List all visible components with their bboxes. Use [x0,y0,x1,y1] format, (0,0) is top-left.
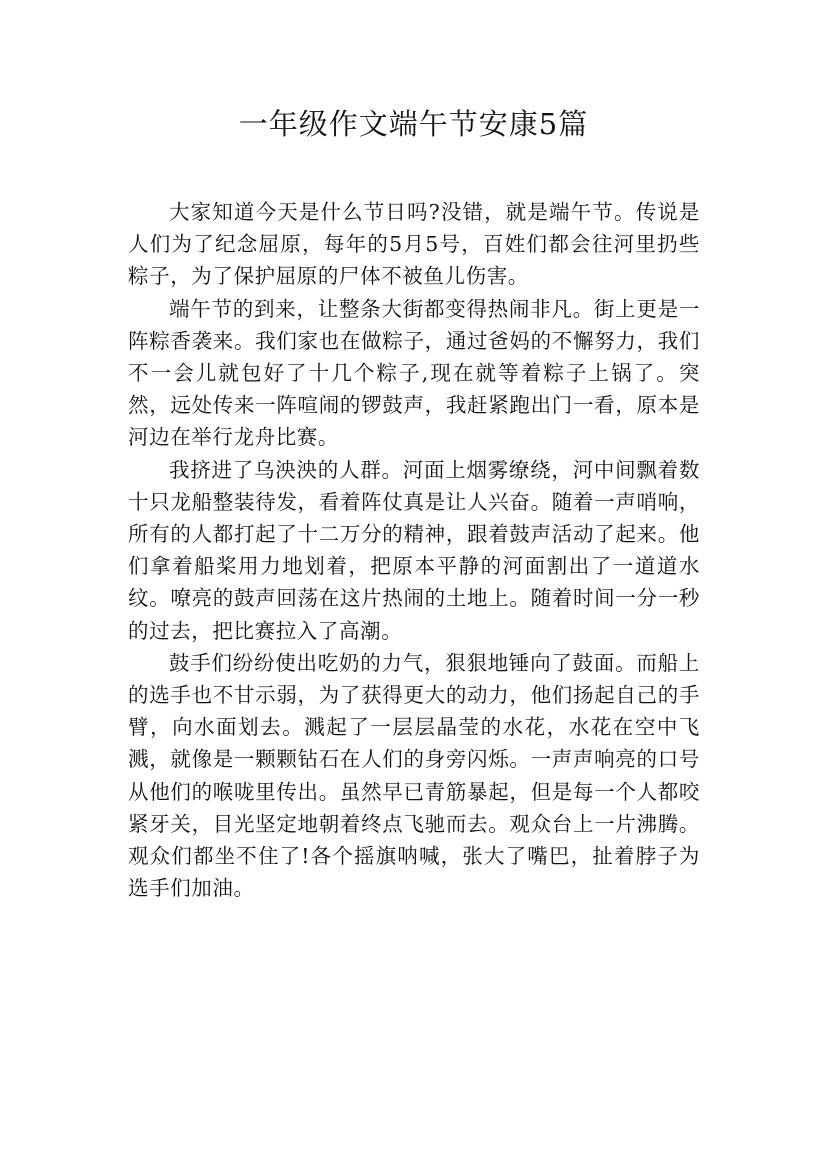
paragraph-3: 我挤进了乌泱泱的人群。河面上烟雾缭绕，河中间飘着数十只龙船整装待发，看着阵仗真是让人兴奋。随着一声哨响，所有的人都打起了十二万分的精神，跟着鼓声活动了起来。他们拿着船桨用力地划着，把原本平静的河面割出了一道道水纹。嘹亮的鼓声回荡在这片热闹的土地上。随着时间一分一秒的过去，把比赛拉入了高潮。 [128,457,700,643]
paragraph-2: 端午节的到来，让整条大街都变得热闹非凡。街上更是一阵粽香袭来。我们家也在做粽子，通过爸妈的不懈努力，我们不一会儿就包好了十几个粽子,现在就等着粽子上锅了。突然，远处传来一阵喧闹的锣鼓声，我赶紧跑出门一看，原本是河边在举行龙舟比赛。 [128,296,700,450]
document-title: 一年级作文端午节安康5篇 [238,107,589,141]
paragraph-1: 大家知道今天是什么节日吗?没错，就是端午节。传说是人们为了纪念屈原，每年的5月5号，百姓们都会往河里扔些粽子，为了保护屈原的尸体不被鱼儿伤害。 [128,200,700,289]
paragraph-4: 鼓手们纷纷使出吃奶的力气，狠狠地锤向了鼓面。而船上的选手也不甘示弱，为了获得更大的动力，他们扬起自己的手臂，向水面划去。溅起了一层层晶莹的水花，水花在空中飞溅，就像是一颗颗钻石在人们的身旁闪烁。一声声响亮的口号从他们的喉咙里传出。虽然早已青筋暴起，但是每一个人都咬紧牙关，目光坚定地朝着终点飞驰而去。观众台上一片沸腾。观众们都坐不住了!各个摇旗呐喊，张大了嘴巴，扯着脖子为选手们加油。 [128,650,700,901]
document-body [128,196,700,904]
